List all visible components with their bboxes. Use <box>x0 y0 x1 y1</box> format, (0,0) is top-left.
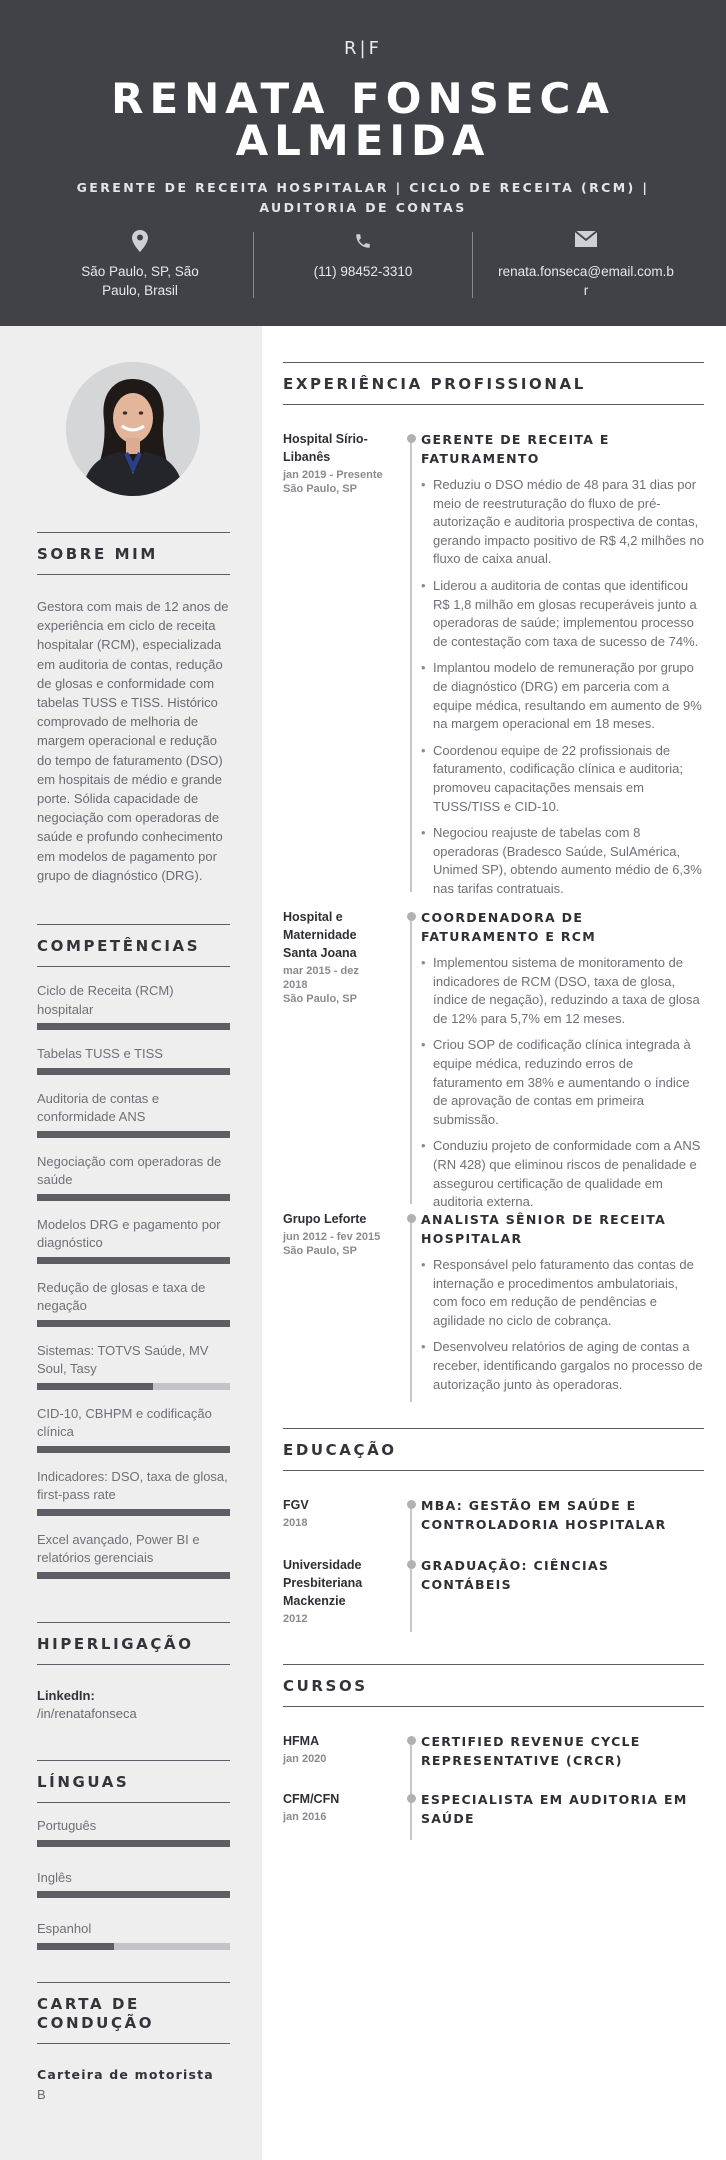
skill-name: Indicadores: DSO, taxa de glosa, first-pass rate <box>37 1468 228 1502</box>
contact-phone-text[interactable]: (11) 98452-3310 <box>313 264 413 279</box>
language-item <box>37 1817 230 1847</box>
job-role: GERENTE DE RECEITA E FATURAMENTO <box>421 432 610 466</box>
course-meta <box>283 1790 383 1824</box>
contact-divider <box>472 232 473 298</box>
experience-title: EXPERIÊNCIA PROFISSIONAL <box>283 362 704 405</box>
skill-level-fill <box>37 1023 230 1030</box>
monogram: R|F <box>344 38 382 59</box>
skill-level-fill <box>37 1572 230 1579</box>
timeline-line <box>410 918 412 1204</box>
linkedin-label: LinkedIn: <box>37 1688 95 1703</box>
name-line-2: ALMEIDA <box>235 116 491 165</box>
skill-item <box>37 1045 230 1075</box>
language-level-fill <box>37 1840 230 1847</box>
skill-level-bar <box>37 1194 230 1201</box>
skill-level-bar <box>37 1023 230 1030</box>
skill-item <box>37 1279 230 1327</box>
experience-entry <box>283 1210 704 1400</box>
employment-dates: jun 2012 - fev 2015 <box>283 1231 381 1243</box>
skill-level-bar <box>37 1383 230 1390</box>
skill-level-fill <box>37 1194 230 1201</box>
language-level-bar <box>37 1891 230 1898</box>
skill-level-bar <box>37 1131 230 1138</box>
achievement-item: • Responsável pelo faturamento das contas de internação e procedimentos ambulatoriais, com foco em redução de pendências e agilidade no ciclo de cobrança. <box>421 1256 704 1330</box>
experience-entry <box>283 430 704 896</box>
sidebar <box>0 326 262 2160</box>
language-level-bar <box>37 1943 230 1950</box>
course-date: jan 2016 <box>283 1811 327 1823</box>
language-level-fill <box>37 1891 230 1898</box>
skill-level-fill <box>37 1320 230 1327</box>
timeline-dot <box>407 1736 416 1745</box>
course-entry <box>283 1790 704 1838</box>
achievement-item: • Reduziu o DSO médio de 48 para 31 dias por meio de reestruturação do fluxo de pré-autorização e auditoria prospectiva de contas, gerando impacto positivo de R$ 4,2 milhões no fluxo de caixa anual. <box>421 476 704 569</box>
education-meta <box>283 1556 383 1626</box>
timeline-dot <box>407 1214 416 1223</box>
section-title: HIPERLIGAÇÃO <box>37 1622 230 1665</box>
skill-item <box>37 1342 230 1390</box>
contact-email <box>486 230 686 300</box>
education-title: EDUCAÇÃO <box>283 1428 704 1471</box>
skill-level-bar <box>37 1257 230 1264</box>
skill-level-fill <box>37 1068 230 1075</box>
achievement-item: • Conduziu projeto de conformidade com a ANS (RN 428) que eliminou riscos de penalidade e assegurou certificação de qualidade em auditoria externa. <box>421 1137 704 1211</box>
experience-entry <box>283 908 704 1210</box>
graduation-date: 2018 <box>283 1517 308 1529</box>
skill-level-fill <box>37 1383 153 1390</box>
job-role: COORDENADORA DE FATURAMENTO E RCM <box>421 910 596 944</box>
course-meta <box>283 1732 383 1766</box>
skill-name: Excel avançado, Power BI e relatórios gerenciais <box>37 1531 200 1565</box>
course-name: ESPECIALISTA EM AUDITORIA EM SAÚDE <box>421 1792 688 1826</box>
skill-name: Sistemas: TOTVS Saúde, MV Soul, Tasy <box>37 1342 209 1376</box>
about-text: Gestora com mais de 12 anos de experiência em ciclo de receita hospitalar (RCM), especializada em auditoria de contas, redução de glosas e conformidade com tabelas TUSS e TISS. Histórico comprovado de melhoria de margem operacional e redução do tempo de faturamento (DSO) em hospitais de médio e grande porte. Sólida capacidade de negociação com operadoras de saúde e profundo conhecimento em modelos de pagamento por grupo de diagnóstico (DRG). <box>37 599 229 883</box>
timeline-line <box>410 1800 412 1840</box>
degree-name: GRADUAÇÃO: CIÊNCIAS CONTÁBEIS <box>421 1558 610 1592</box>
institution-name: Universidade Presbiteriana Mackenzie <box>283 1558 363 1608</box>
course-entry <box>283 1732 704 1790</box>
skill-item <box>37 1090 230 1138</box>
timeline-line <box>410 1220 412 1402</box>
section-title <box>37 1982 230 2044</box>
skill-item <box>37 1468 230 1516</box>
timeline-dot <box>407 1560 416 1569</box>
experience-details <box>421 908 704 1220</box>
linkedin-link[interactable]: /in/renatafonseca <box>37 1706 137 1721</box>
skill-name: Redução de glosas e taxa de negação <box>37 1279 206 1313</box>
skill-level-bar <box>37 1068 230 1075</box>
achievement-item: • Implementou sistema de monitoramento de indicadores de RCM (DSO, taxa de glosa, índice de negação), reduzindo a taxa de glosa de 12% para 5,7% em 12 meses. <box>421 954 704 1028</box>
achievement-item: • Liderou a auditoria de contas que identificou R$ 1,8 milhão em glosas recuperáveis junto a operadoras de saúde; implementou processo de contestação com taxa de sucesso de 74%. <box>421 577 704 651</box>
timeline-dot <box>407 1500 416 1509</box>
skill-item <box>37 982 230 1030</box>
skill-level-bar <box>37 1509 230 1516</box>
driving-license-section <box>37 1982 230 2104</box>
skill-name: Ciclo de Receita (RCM) hospitalar <box>37 983 174 1017</box>
education-entry <box>283 1496 704 1556</box>
skill-level-fill <box>37 1509 230 1516</box>
contact-location <box>40 230 240 300</box>
skill-level-fill <box>37 1446 230 1453</box>
language-name: Inglês <box>37 1869 72 1885</box>
employer-name: Hospital e Maternidade Santa Joana <box>283 910 357 960</box>
courses-title: CURSOS <box>283 1664 704 1707</box>
section-title: LÍNGUAS <box>37 1760 230 1803</box>
skill-level-fill <box>37 1257 230 1264</box>
skill-item <box>37 1405 230 1453</box>
achievement-item: • Desenvolveu relatórios de aging de contas a receber, identificando gargalos no processo de autorização junto às operadoras. <box>421 1338 704 1394</box>
resume-header <box>0 0 726 326</box>
timeline-line <box>410 440 412 892</box>
language-item <box>37 1920 230 1950</box>
graduation-date: 2012 <box>283 1613 308 1625</box>
skill-name: Modelos DRG e pagamento por diagnóstico <box>37 1216 221 1250</box>
section-title: SOBRE MIM <box>37 532 230 575</box>
skill-level-bar <box>37 1446 230 1453</box>
envelope-icon <box>575 230 597 248</box>
education-entry <box>283 1556 704 1628</box>
location-pin-icon <box>132 230 148 252</box>
contact-location-text: São Paulo, SP, São Paulo, Brasil <box>81 264 199 298</box>
institution-name: FGV <box>283 1498 309 1512</box>
skill-item <box>37 1216 230 1264</box>
skill-item <box>37 1153 230 1201</box>
experience-meta <box>283 908 383 1006</box>
skill-name: Auditoria de contas e conformidade ANS <box>37 1090 160 1124</box>
experience-meta <box>283 1210 383 1258</box>
employment-dates: jan 2019 - Presente <box>283 469 383 481</box>
education-details <box>421 1496 704 1534</box>
about-section <box>37 532 230 885</box>
languages-list <box>37 1817 230 1950</box>
contact-divider <box>253 232 254 298</box>
achievement-list <box>421 1256 704 1394</box>
course-date: jan 2020 <box>283 1753 327 1765</box>
timeline-dot <box>407 434 416 443</box>
experience-details <box>421 1210 704 1402</box>
experience-meta <box>283 430 383 496</box>
job-title: GERENTE DE RECEITA HOSPITALAR | CICLO DE RECEITA (RCM) | AUDITORIA DE CONTAS <box>76 180 650 215</box>
timeline-dot <box>407 1794 416 1803</box>
language-item <box>37 1869 230 1899</box>
skill-name: CID-10, CBHPM e codificação clínica <box>37 1405 212 1439</box>
section-title-line-1: CARTA DE <box>37 1995 140 2013</box>
skill-level-bar <box>37 1572 230 1579</box>
skills-section <box>37 924 230 1579</box>
contact-bar <box>0 230 726 300</box>
achievement-list <box>421 476 704 898</box>
phone-icon <box>354 230 372 252</box>
candidate-name <box>40 74 686 165</box>
achievement-item: • Criou SOP de codificação clínica integrada à equipe médica, reduzindo erros de faturamento em 38% e aumentando o índice de aprovação de contas em primeira submissão. <box>421 1036 704 1129</box>
skills-list <box>37 982 230 1579</box>
contact-email-text[interactable]: renata.fonseca@email.com.br <box>498 264 674 298</box>
employer-name: Hospital Sírio-Libanês <box>283 432 368 464</box>
education-meta <box>283 1496 383 1530</box>
timeline-line <box>410 1742 412 1796</box>
employment-location: São Paulo, SP <box>283 483 357 495</box>
education-details <box>421 1556 704 1594</box>
achievement-item: • Implantou modelo de remuneração por grupo de diagnóstico (DRG) em parceria com a equipe médica, resultando em aumento de 9% na margem operacional em 18 meses. <box>421 659 704 733</box>
skill-name: Negociação com operadoras de saúde <box>37 1153 222 1187</box>
timeline-line <box>410 1506 412 1562</box>
employment-location: São Paulo, SP <box>283 993 357 1005</box>
employer-name: Grupo Leforte <box>283 1212 367 1226</box>
course-provider: CFM/CFN <box>283 1792 340 1806</box>
achievement-item: • Negociou reajuste de tabelas com 8 operadoras (Bradesco Saúde, SulAmérica, Unimed SP), obtendo aumento médio de 6,3% nas tarifas contratuais. <box>421 824 704 898</box>
skill-item <box>37 1531 230 1579</box>
experience-details <box>421 430 704 906</box>
section-title: COMPETÊNCIAS <box>37 924 230 967</box>
language-level-fill <box>37 1943 114 1950</box>
license-value: B <box>37 2087 46 2102</box>
license-label: Carteira de motorista <box>37 2067 214 2082</box>
achievement-item: • Coordenou equipe de 22 profissionais de faturamento, codificação clínica e auditoria; promoveu capacitações mensais em TUSS/TISS e CID-10. <box>421 742 704 816</box>
language-name: Português <box>37 1818 97 1833</box>
course-provider: HFMA <box>283 1734 320 1748</box>
skill-name: Tabelas TUSS e TISS <box>37 1046 163 1061</box>
language-name: Espanhol <box>37 1921 92 1936</box>
course-details <box>421 1790 704 1828</box>
timeline-dot <box>407 912 416 921</box>
skill-level-bar <box>37 1320 230 1327</box>
section-title-line-2: CONDUÇÃO <box>37 2014 155 2032</box>
links-section <box>37 1622 230 1723</box>
employment-dates: mar 2015 - dez 2018 <box>283 965 359 991</box>
course-name: CERTIFIED REVENUE CYCLE REPRESENTATIVE (CRCR) <box>421 1734 641 1768</box>
profile-photo <box>66 362 200 496</box>
timeline-line <box>410 1566 412 1632</box>
employment-location: São Paulo, SP <box>283 1245 357 1257</box>
contact-phone <box>263 230 463 281</box>
degree-name: MBA: GESTÃO EM SAÚDE E CONTROLADORIA HOSPITALAR <box>421 1498 667 1532</box>
course-details <box>421 1732 704 1770</box>
languages-section <box>37 1760 230 1950</box>
skill-level-fill <box>37 1131 230 1138</box>
achievement-list <box>421 954 704 1212</box>
job-role: ANALISTA SÊNIOR DE RECEITA HOSPITALAR <box>421 1212 667 1246</box>
name-line-1: RENATA FONSECA <box>111 74 615 123</box>
language-level-bar <box>37 1840 230 1847</box>
